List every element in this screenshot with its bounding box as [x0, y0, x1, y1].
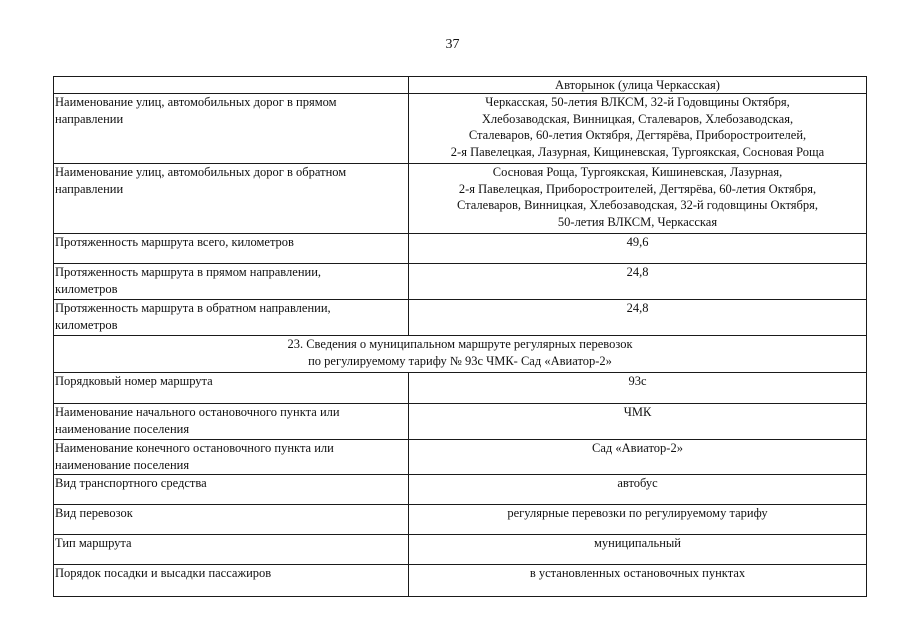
table-row-route-end [54, 77, 867, 94]
route-number-label [54, 373, 409, 404]
table-row-route-type [54, 535, 867, 565]
label-line: Наименование конечного остановочного пункта или [55, 441, 334, 456]
table-row-vehicle-type [54, 475, 867, 505]
transport-kind-value: регулярные перевозки по регулируемому тарифу [409, 505, 867, 535]
empty-label-cell [54, 77, 409, 94]
table-row-start-stop [54, 404, 867, 440]
label-line: Порядок посадки и высадки пассажиров [55, 566, 272, 581]
route-end-value: Авторынок (улица Черкасская) [409, 77, 867, 94]
label-line: Тип маршрута [55, 536, 132, 551]
start-stop-label [54, 404, 409, 440]
label-line: километров [55, 281, 118, 296]
label-line: километров [55, 317, 118, 332]
page-number: 37 [445, 37, 460, 52]
label-line: Протяженность маршрута всего, километров [55, 235, 294, 250]
table-row-end-stop [54, 440, 867, 475]
length-reverse-value: 24,8 [409, 300, 867, 336]
vehicle-type-label [54, 475, 409, 505]
label-line: Вид перевозок [55, 506, 133, 521]
reverse-streets-value [409, 164, 867, 234]
table-row-boarding-order [54, 565, 867, 597]
section-23-title [54, 336, 867, 373]
label-line: Протяженность маршрута в прямом направлении, [55, 265, 322, 280]
length-forward-value: 24,8 [409, 264, 867, 300]
length-reverse-label [54, 300, 409, 336]
label-line: Наименование начального остановочного пункта или [55, 405, 340, 420]
label-line: Порядковый номер маршрута [55, 374, 213, 389]
label-line: наименование поселения [55, 421, 190, 436]
boarding-order-value: в установленных остановочных пунктах [409, 565, 867, 597]
label-line: Наименование улиц, автомобильных дорог в обратном [55, 165, 347, 180]
length-total-value: 49,6 [409, 234, 867, 264]
forward-streets-label [54, 94, 409, 164]
label-line: наименование поселения [55, 457, 190, 472]
end-stop-label [54, 440, 409, 475]
value-line: 50-летия ВЛКСМ, Черкасская [557, 214, 718, 229]
value-line: Сталеваров, 60-летия Октября, Дегтярёва, Приборостроителей, [468, 128, 807, 143]
table-row-forward-streets [54, 94, 867, 164]
route-type-label [54, 535, 409, 565]
table-row-transport-kind [54, 505, 867, 535]
end-stop-value: Сад «Авиатор-2» [409, 440, 867, 475]
boarding-order-label [54, 565, 409, 597]
table-row-length-total [54, 234, 867, 264]
value-line: Сосновая Роща, Тургоякская, Кишиневская, Лазурная, [492, 165, 783, 180]
route-number-value: 93с [409, 373, 867, 404]
forward-streets-value [409, 94, 867, 164]
table-row-length-reverse [54, 300, 867, 336]
table-row-reverse-streets [54, 164, 867, 234]
length-total-label [54, 234, 409, 264]
label-line: направлении [55, 111, 124, 126]
section-title-line: по регулируемому тарифу № 93с ЧМК- Сад «Авиатор-2» [308, 353, 612, 368]
label-line: Наименование улиц, автомобильных дорог в прямом [55, 95, 337, 110]
table-row-section-23 [54, 336, 867, 373]
table-row-route-number [54, 373, 867, 404]
value-line: Черкасская, 50-летия ВЛКСМ, 32-й Годовщины Октября, [485, 95, 790, 110]
value-line: 2-я Павелецкая, Приборостроителей, Дегтярёва, 60-летия Октября, [458, 181, 817, 196]
transport-kind-label [54, 505, 409, 535]
section-title-line: 23. Сведения о муниципальном маршруте регулярных перевозок [287, 337, 633, 352]
reverse-streets-label [54, 164, 409, 234]
label-line: Вид транспортного средства [55, 476, 207, 491]
value-line: Хлебозаводская, Винницкая, Сталеваров, Хлебозаводская, [481, 111, 794, 126]
label-line: направлении [55, 181, 124, 196]
label-line: Протяженность маршрута в обратном направлении, [55, 301, 331, 316]
length-forward-label [54, 264, 409, 300]
vehicle-type-value: автобус [409, 475, 867, 505]
table-row-length-forward [54, 264, 867, 300]
value-line: Сталеваров, Винницкая, Хлебозаводская, 32-й годовщины Октября, [456, 198, 819, 213]
route-info-table [53, 76, 867, 597]
start-stop-value: ЧМК [409, 404, 867, 440]
route-type-value: муниципальный [409, 535, 867, 565]
value-line: 2-я Павелецкая, Лазурная, Кищиневская, Тургоякская, Сосновая Роща [450, 144, 825, 159]
